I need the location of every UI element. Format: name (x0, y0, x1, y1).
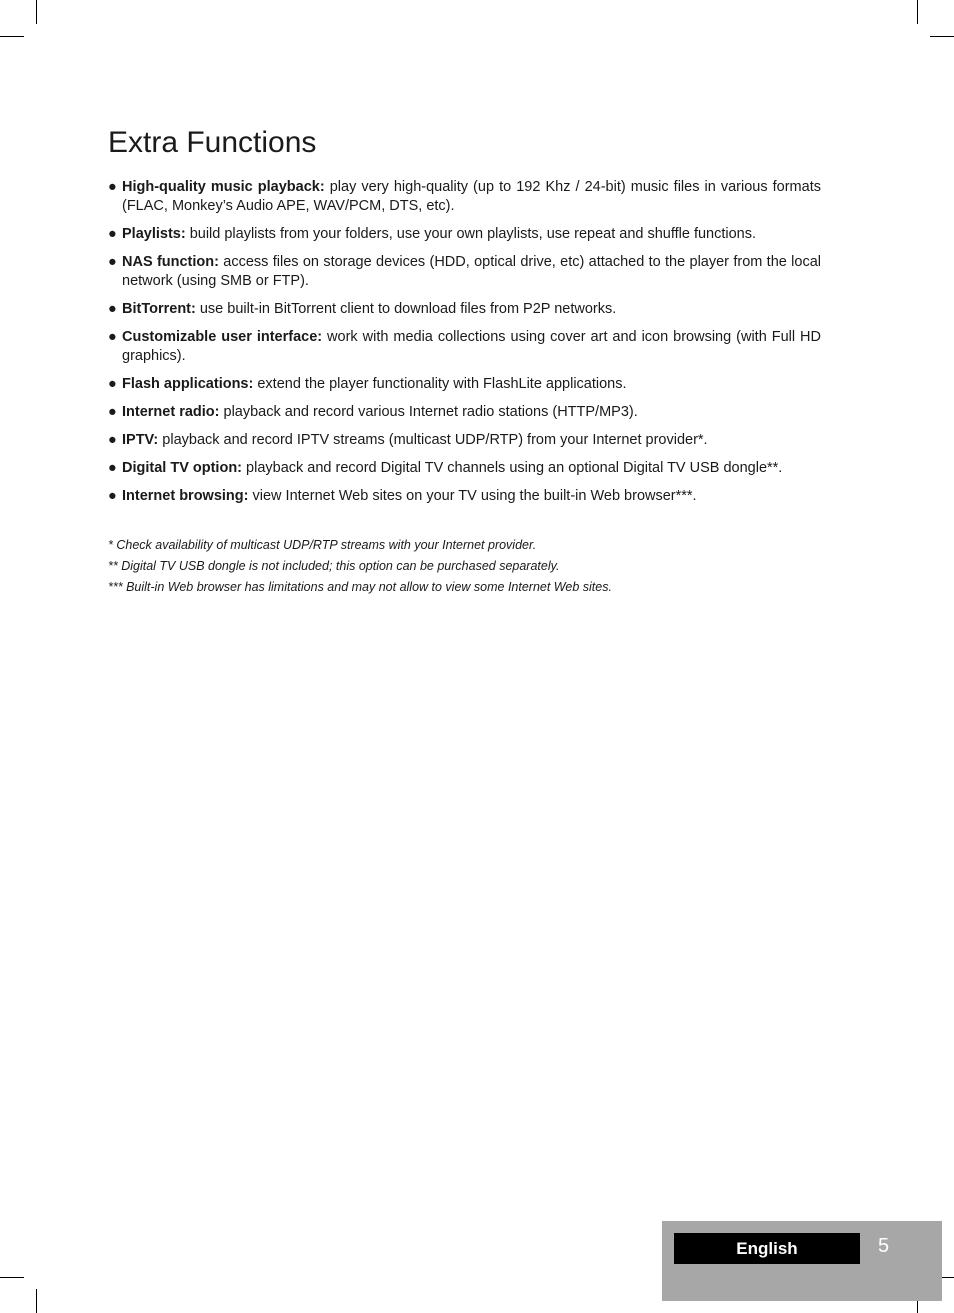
feature-description: access files on storage devices (HDD, optical drive, etc) attached to the player from the local network (using SMB or FTP). (122, 254, 821, 289)
feature-description: playback and record Digital TV channels using an optional Digital TV USB dongle**. (242, 460, 783, 476)
feature-item (108, 375, 821, 394)
feature-description: play very high-quality (up to 192 Khz / 24-bit) music files in various formats (FLAC, Monkey’s Audio APE, WAV/PCM, DTS, etc). (122, 179, 821, 214)
footer-block (662, 1221, 942, 1301)
bullet-icon: ● (108, 376, 117, 392)
feature-label: IPTV: (122, 432, 159, 448)
bullet-icon: ● (108, 301, 117, 317)
bullet-icon: ● (108, 404, 117, 420)
bullet-icon: ● (108, 432, 117, 448)
footnotes (108, 535, 828, 598)
crop-mark-top-left-vertical (36, 0, 37, 24)
feature-description: work with media collections using cover art and icon browsing (with Full HD graphics). (122, 329, 821, 364)
feature-item (108, 431, 821, 450)
page-title: Extra Functions (108, 126, 317, 159)
feature-label: Playlists: (122, 226, 186, 242)
feature-description: playback and record IPTV streams (multicast UDP/RTP) from your Internet provider*. (158, 432, 708, 448)
feature-item (108, 253, 821, 291)
language-label: English (674, 1233, 860, 1264)
feature-list (108, 178, 821, 515)
footnote: * Check availability of multicast UDP/RTP streams with your Internet provider. (108, 538, 537, 552)
feature-item (108, 178, 821, 216)
feature-label: High-quality music playback: (122, 179, 325, 195)
crop-mark-top-left-horizontal (0, 36, 24, 37)
feature-description: playback and record various Internet radio stations (HTTP/MP3). (219, 404, 638, 420)
crop-mark-top-right-vertical (917, 0, 918, 24)
feature-description: build playlists from your folders, use your own playlists, use repeat and shuffle functions. (185, 226, 757, 242)
bullet-icon: ● (108, 329, 117, 345)
feature-description: view Internet Web sites on your TV using the built-in Web browser***. (248, 488, 697, 504)
bullet-icon: ● (108, 488, 117, 504)
feature-description: extend the player functionality with FlashLite applications. (253, 376, 627, 392)
feature-item (108, 328, 821, 366)
bullet-icon: ● (108, 254, 117, 270)
bullet-icon: ● (108, 179, 117, 195)
bullet-icon: ● (108, 226, 117, 242)
feature-item (108, 459, 821, 478)
feature-item (108, 300, 821, 319)
feature-description: use built-in BitTorrent client to download files from P2P networks. (195, 301, 617, 317)
feature-label: Internet radio: (122, 404, 220, 420)
bullet-icon: ● (108, 460, 117, 476)
feature-label: Customizable user interface: (122, 329, 323, 345)
page-number: 5 (878, 1235, 890, 1257)
feature-item (108, 487, 821, 506)
feature-label: NAS function: (122, 254, 219, 270)
feature-label: Digital TV option: (122, 460, 243, 476)
footnote: ** Digital TV USB dongle is not included; this option can be purchased separately. (108, 559, 560, 573)
feature-item (108, 403, 821, 422)
feature-label: Flash applications: (122, 376, 254, 392)
feature-label: BitTorrent: (122, 301, 196, 317)
crop-mark-top-right-horizontal (930, 36, 954, 37)
feature-item (108, 225, 821, 244)
footnote: *** Built-in Web browser has limitations and may not allow to view some Internet Web sites. (108, 580, 612, 594)
crop-mark-bottom-left-horizontal (0, 1277, 24, 1278)
feature-label: Internet browsing: (122, 488, 249, 504)
crop-mark-bottom-left-vertical (36, 1289, 37, 1313)
